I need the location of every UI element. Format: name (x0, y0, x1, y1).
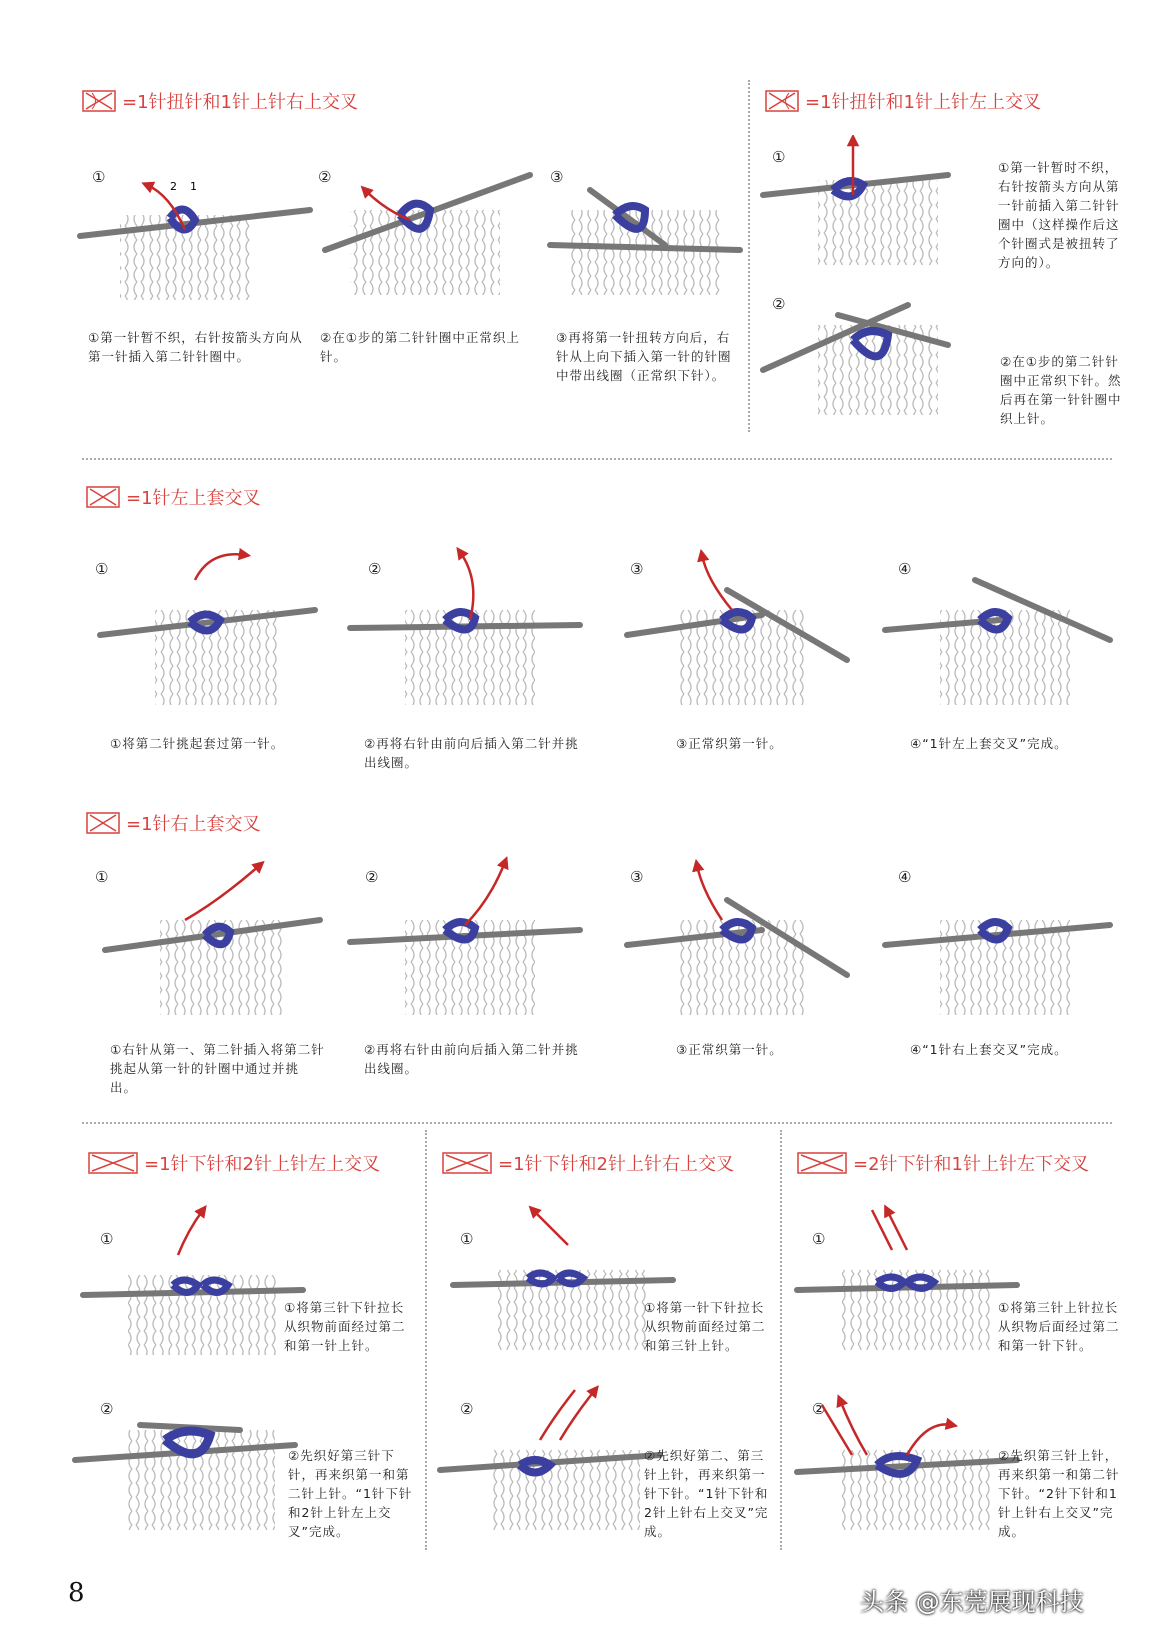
divider (780, 1130, 782, 1550)
section-title-text: =1针下针和2针上针左上交叉 (144, 1154, 380, 1175)
section-title-4 (86, 810, 261, 836)
step-caption: ①将第三针下针拉长从织物前面经过第二和第一针上针。 (284, 1300, 406, 1353)
stitch-label: 2 (170, 180, 177, 193)
watermark: 头条 @东莞展现科技 (860, 1588, 1084, 1616)
section-title-text: =1针右上套交叉 (126, 814, 261, 835)
step-caption: ①右针从第一、第二针插入将第二针挑起从第一针的针圈中通过并挑出。 (110, 1042, 325, 1095)
divider (82, 1122, 1112, 1124)
section-title-2 (765, 88, 1041, 114)
divider (82, 458, 1112, 460)
knitting-diagram (345, 540, 585, 720)
step-number: ② (318, 168, 332, 186)
knitting-diagram (758, 285, 953, 420)
step-caption: ②先织第三针上针，再来织第一和第二针下针。“2针下针和1针上针右上交叉”完成。 (998, 1448, 1120, 1539)
step-number: ④ (898, 868, 912, 886)
cross-symbol-icon (86, 812, 120, 834)
knitting-diagram (545, 150, 745, 310)
step-caption: ③正常织第一针。 (676, 736, 783, 751)
cross-symbol-icon (797, 1152, 847, 1174)
step-caption: ③正常织第一针。 (676, 1042, 783, 1057)
knitting-diagram (758, 135, 953, 270)
knitting-diagram (95, 540, 325, 720)
section-title-7 (797, 1150, 1089, 1176)
cross-symbol-icon (765, 90, 799, 112)
step-number: ② (365, 868, 379, 886)
section-title-text: =1针下针和2针上针右上交叉 (498, 1154, 734, 1175)
cross-symbol-icon (82, 90, 116, 112)
step-number: ② (772, 295, 786, 313)
step-caption: ②在①步的第二针针圈中正常织下针。然后再在第一针针圈中织上针。 (1000, 354, 1122, 426)
section-title-text: =1针扭针和1针上针右上交叉 (122, 92, 358, 113)
knitting-diagram (622, 540, 862, 720)
step-number: ② (368, 560, 382, 578)
divider (748, 80, 750, 432)
step-caption: ①将第三针上针拉长从织物后面经过第二和第一针下针。 (998, 1300, 1120, 1353)
page-number: 8 (68, 1578, 85, 1608)
step-caption: ①将第二针挑起套过第一针。 (110, 736, 285, 751)
step-number: ① (772, 148, 786, 166)
section-title-text: =2针下针和1针上针左下交叉 (853, 1154, 1089, 1175)
section-title-1 (82, 88, 358, 114)
step-number: ① (460, 1230, 474, 1248)
step-number: ③ (630, 560, 644, 578)
step-number: ① (92, 168, 106, 186)
step-caption: ④“1针左上套交叉”完成。 (910, 736, 1068, 751)
step-caption: ②再将右针由前向后插入第二针并挑出线圈。 (364, 1042, 579, 1076)
knitting-diagram (100, 850, 330, 1030)
step-number: ② (812, 1400, 826, 1418)
knitting-diagram (75, 170, 315, 310)
knitting-diagram (880, 850, 1120, 1030)
section-title-text: =1针左上套交叉 (126, 488, 261, 509)
step-caption: ①第一针暂时不织，右针按箭头方向从第一针前插入第二针针圈中（这样操作后这个针圈式是被扭转了方向的）。 (998, 160, 1120, 270)
knitting-diagram (880, 540, 1120, 720)
section-title-3 (86, 484, 261, 510)
step-number: ① (95, 868, 109, 886)
knitting-diagram (622, 850, 862, 1030)
step-caption: ②先织好第三针下针，再来织第一和第二针上针。“1针下针和2针上针左上交叉”完成。 (288, 1448, 413, 1539)
knitting-diagram (70, 1385, 300, 1545)
section-title-6 (442, 1150, 734, 1176)
step-number: ② (100, 1400, 114, 1418)
stitch-label: 1 (190, 180, 197, 193)
step-number: ① (95, 560, 109, 578)
step-caption: ①第一针暂不织，右针按箭头方向从第一针插入第二针针圈中。 (88, 330, 303, 364)
knitting-diagram (435, 1370, 665, 1540)
cross-symbol-icon (86, 486, 120, 508)
divider (425, 1130, 427, 1550)
section-title-text: =1针扭针和1针上针左上交叉 (805, 92, 1041, 113)
step-number: ③ (550, 168, 564, 186)
knitting-diagram (78, 1205, 308, 1365)
step-caption: ①将第一针下针拉长从织物前面经过第二和第三针上针。 (644, 1300, 766, 1353)
cross-symbol-icon (442, 1152, 492, 1174)
step-number: ③ (630, 868, 644, 886)
section-title-5 (88, 1150, 380, 1176)
step-caption: ③再将第一针扭转方向后，右针从上向下插入第一针的针圈中带出线圈（正常织下针）。 (556, 330, 732, 383)
step-number: ① (812, 1230, 826, 1248)
step-number: ① (100, 1230, 114, 1248)
step-caption: ④“1针右上套交叉”完成。 (910, 1042, 1068, 1057)
knitting-diagram (320, 170, 540, 310)
step-caption: ②在①步的第二针针圈中正常织上针。 (320, 330, 520, 364)
knitting-diagram (792, 1370, 1022, 1540)
cross-symbol-icon (88, 1152, 138, 1174)
step-number: ④ (898, 560, 912, 578)
knitting-diagram (345, 850, 585, 1030)
knitting-diagram (792, 1190, 1022, 1360)
step-number: ② (460, 1400, 474, 1418)
step-caption: ②再将右针由前向后插入第二针并挑出线圈。 (364, 736, 579, 770)
step-caption: ②先织好第二、第三针上针，再来织第一针下针。“1针下针和2针上针右上交叉”完成。 (644, 1448, 769, 1539)
